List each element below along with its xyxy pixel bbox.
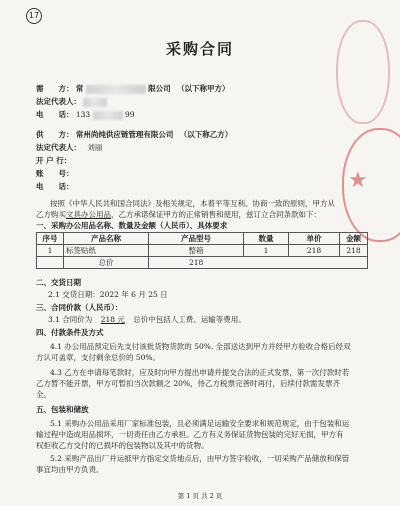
- payment-paragraph-1: 4.1 办公用品预定后先支付该批货物货款的 50%. 全部送达到甲方并经甲方验收合格后经双 方认可盖章，支付剩余总价的 50%。: [36, 342, 351, 362]
- faint-seal: [336, 20, 390, 124]
- buyer-tel-line: 电 话： 133 99: [36, 110, 135, 119]
- price-line: 3.1 合同价为 218 元 总价中包括人工费、运输等费用。: [48, 315, 246, 324]
- page-number-mark: 17: [26, 8, 42, 24]
- table-header-row: 序号 产品名称 产品型号 数量 单价 金额: [37, 233, 368, 245]
- section-4-heading: 四、付款条件及方式: [36, 328, 104, 337]
- section-1-heading: 一、采购办公用品名称、数量及金额（人民币）、具体要求: [36, 221, 228, 230]
- account-line: 账 号：: [36, 169, 74, 178]
- redacted-buyer-rep: [83, 98, 107, 107]
- table-row: 总价 218: [37, 257, 368, 269]
- redacted-phone: [93, 111, 123, 120]
- page-footer: 第 1 页 共 2 页: [177, 492, 223, 500]
- items-table: [36, 232, 368, 269]
- intro-paragraph: 按照《中华人民共和国合同法》及相关规定，本着平等互利、协商一致的原则，甲方从 乙方购买文具办公用品，乙方承诺保证甲方的正常销售和使用，兹订立合同条款如下：: [36, 199, 335, 219]
- table-row: 1 标签贴纸 整箱 1 218 218: [37, 245, 368, 257]
- phone-line: 电 话：: [36, 182, 74, 191]
- section-3-heading: 三、合同价款（人民币）：: [36, 303, 123, 312]
- buyer-line: 需 方： 常 限公司 （以下称甲方）: [36, 84, 230, 93]
- packaging-paragraph-1: 5.1 采购办公用品采用厂家标准包装，且必须满足运输安全要求和规范规定，由于包装和运 输过程中造成用品损坏，一切责任由乙方承担。乙方有义务保证货物包装的完好无损，甲方有 权拒收乙方交付的已损坏的包装物以及其中的货物。: [36, 419, 350, 450]
- section-5-heading: 五、包装和储放: [36, 405, 89, 414]
- redacted-buyer-name: [86, 85, 146, 94]
- seal-star-icon: ★: [348, 168, 368, 193]
- bank-line: 开 户 行：: [36, 156, 72, 165]
- section-2-heading: 二、交货日期: [36, 278, 81, 287]
- delivery-date: 2.1 交货日期：2022 年 6 月 25 日: [48, 290, 168, 299]
- supplier-rep-line: 法定代表人： 刘丽: [36, 143, 103, 152]
- document-title: 采购合同: [165, 40, 234, 58]
- payment-paragraph-2: 4.3 乙方在申请每笔款时，应及时向甲方提出申请并提交合法的正式发票，第一次付款时若 乙方暂不能开票，甲方可暂扣当次款额之 20%，待乙方税票完善时再付，后续付款需发票齐 全。: [36, 368, 350, 399]
- packaging-paragraph-2: 5.2 采购产品出厂并运抵甲方指定交货地点后，由甲方签字验收，一切采购产品储放和保管 事宜均由甲方负责。: [36, 454, 350, 474]
- supplier-line: 供 方： 常州尚纯供应链管理有限公司 （以下称乙方）: [36, 130, 233, 139]
- buyer-rep-line: 法定代表人：: [36, 97, 107, 107]
